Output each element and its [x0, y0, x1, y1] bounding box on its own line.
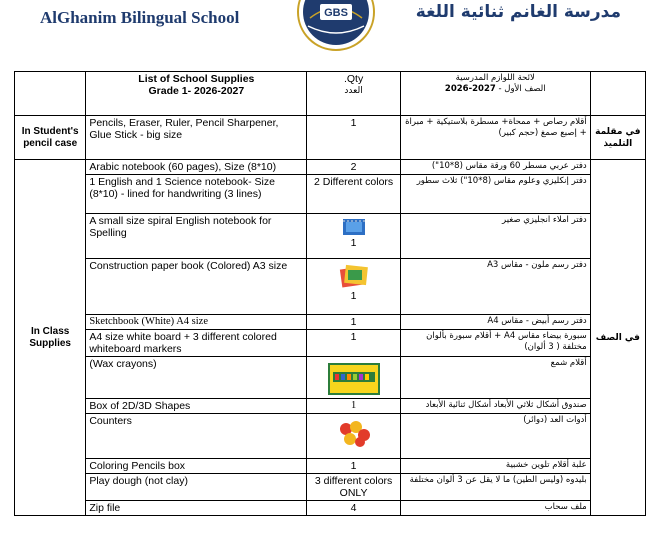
section-pencil-case-ar: في مقلمة التلميذ: [590, 116, 645, 160]
item-qty: 2: [307, 160, 400, 175]
header-blank-right: [590, 72, 645, 116]
item-qty: 1: [307, 459, 400, 474]
item-en: Arabic notebook (60 pages), Size (8*10): [86, 160, 307, 175]
table-row: [15, 459, 646, 474]
table-row: [15, 414, 646, 459]
grade-en: Grade 1- 2026-2027: [148, 85, 245, 97]
header-title-ar: [400, 72, 590, 116]
list-title-ar: لائحة اللوازم المدرسية: [455, 73, 535, 83]
supplies-table: [14, 71, 646, 516]
item-qty: 1: [307, 315, 400, 330]
list-title-en: List of School Supplies: [138, 73, 255, 85]
item-ar: صندوق أشكال ثلاثي الأبعاد أشكال ثنائية الأبعاد: [400, 399, 590, 414]
item-ar: دفتر املاء انجليزي صغير: [400, 214, 590, 259]
item-ar: ملف سحاب: [400, 501, 590, 516]
item-ar: دفتر عربي مسطر 60 ورقة مقاس (8*10"): [400, 160, 590, 175]
qty-value: 1: [350, 237, 357, 249]
counters-image: [334, 417, 374, 449]
table-row: [15, 330, 646, 357]
item-qty: 1: [307, 399, 400, 414]
item-en: A small size spiral English notebook for Spelling: [86, 214, 307, 259]
table-row: [15, 501, 646, 516]
construction-paper-image: [338, 262, 370, 290]
item-ar: أدوات العد (دوائر): [400, 414, 590, 459]
crayons-box-image: [327, 360, 381, 396]
item-en: Construction paper book (Colored) A3 size: [86, 259, 307, 315]
item-ar: دفتر إنكليزي وعلوم مقاس (8*10") ثلاث سطور: [400, 175, 590, 214]
spiral-notebook-image: [339, 217, 369, 237]
table-row: [15, 259, 646, 315]
item-qty: 1: [307, 116, 400, 160]
header-title-en: [86, 72, 307, 116]
item-qty: [307, 414, 400, 459]
table-row: [15, 116, 646, 160]
item-en: 1 English and 1 Science notebook- Size (8*10) - lined for handwriting (3 lines): [86, 175, 307, 214]
logo-text: GBS: [324, 7, 348, 19]
header-blank-left: [15, 72, 86, 116]
table-row: [15, 399, 646, 414]
item-qty: 1: [307, 330, 400, 357]
table-row: [15, 160, 646, 175]
table-row: [15, 315, 646, 330]
item-ar: أقلام شمع: [400, 357, 590, 399]
school-name-ar: مدرسة الغانم ثنائية اللغة: [415, 2, 621, 22]
item-en: Pencils, Eraser, Ruler, Pencil Sharpener, Glue Stick - big size: [86, 116, 307, 160]
item-qty: [307, 357, 400, 399]
item-en: Box of 2D/3D Shapes: [86, 399, 307, 414]
qty-label-en: .Qty: [343, 73, 364, 85]
table-row: [15, 175, 646, 214]
item-ar: دفتر رسم ملون - مقاس A3: [400, 259, 590, 315]
header-qty: [307, 72, 400, 116]
section-class-ar: في الصف: [590, 160, 645, 516]
page-header: [0, 0, 657, 60]
table-row: [15, 357, 646, 399]
item-en: Play dough (not clay): [86, 474, 307, 501]
section-pencil-case-en: In Student's pencil case: [15, 116, 86, 160]
item-ar: دفتر رسم أبيض - مقاس A4: [400, 315, 590, 330]
item-ar: بليدوه (وليس الطين) ما لا يقل عن 3 ألوان مختلفة: [400, 474, 590, 501]
school-logo: [296, 0, 376, 54]
item-en: Zip file: [86, 501, 307, 516]
qty-label-ar: العدد: [344, 86, 363, 96]
qty-value: 1: [350, 290, 357, 302]
item-qty: 4: [307, 501, 400, 516]
item-en: Sketchbook (White) A4 size: [86, 315, 307, 330]
item-qty: 2 Different colors: [307, 175, 400, 214]
item-en: A4 size white board + 3 different colored whiteboard markers: [86, 330, 307, 357]
item-qty: 3 different colors ONLY: [307, 474, 400, 501]
school-name-en: AlGhanim Bilingual School: [40, 8, 240, 27]
item-en: Coloring Pencils box: [86, 459, 307, 474]
item-en: (Wax crayons): [86, 357, 307, 399]
section-class-en: In Class Supplies: [15, 160, 86, 516]
item-ar: سبورة بيضاء مقاس A4 + أقلام سبورة بألوان مختلفة ( 3 ألوان): [400, 330, 590, 357]
table-header-row: [15, 72, 646, 116]
item-en: Counters: [86, 414, 307, 459]
item-qty: [307, 214, 400, 259]
item-ar: أقلام رصاص + ممحاة+ مسطرة بلاستيكية + مبراة + إصبع صمغ (حجم كبير): [400, 116, 590, 160]
grade-ar: الصف الأول - 2027-2026: [444, 84, 546, 94]
table-row: [15, 474, 646, 501]
table-row: [15, 214, 646, 259]
item-qty: [307, 259, 400, 315]
item-ar: علبة أقلام تلوين خشبية: [400, 459, 590, 474]
